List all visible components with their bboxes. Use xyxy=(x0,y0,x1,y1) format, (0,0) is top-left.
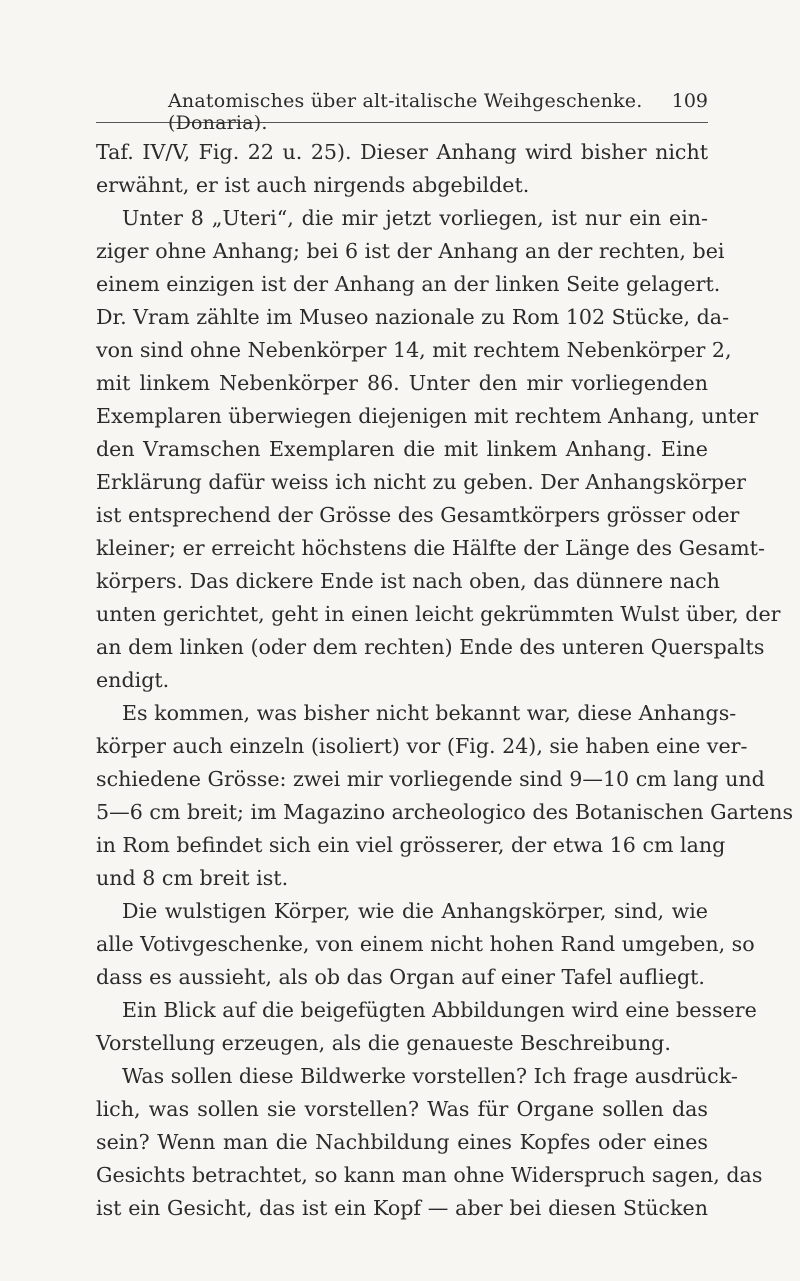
text-line: von sind ohne Nebenkörper 14, mit rechtem Nebenkörper 2, xyxy=(96,338,732,362)
text-line: körpers. Das dickere Ende ist nach oben, das dünnere nach xyxy=(96,569,720,593)
page-number: 109 xyxy=(671,90,708,112)
text-line: und 8 cm breit ist. xyxy=(96,866,289,890)
running-header xyxy=(96,88,708,134)
text-line: schiedene Grösse: zwei mir vorliegende sind 9—10 cm lang und xyxy=(96,767,765,791)
text-line: mit linkem Nebenkörper 86. Unter den mir vorliegenden xyxy=(96,371,708,395)
text-line: Es kommen, was bisher nicht bekannt war, diese Anhangs- xyxy=(122,701,737,725)
text-line: Exemplaren überwiegen diejenigen mit rechtem Anhang, unter xyxy=(96,404,759,428)
text-line: alle Votivgeschenke, von einem nicht hohen Rand umgeben, so xyxy=(96,932,755,956)
text-line: Ein Blick auf die beigefügten Abbildungen wird eine bessere xyxy=(122,998,757,1022)
text-line: Unter 8 „Uteri“, die mir jetzt vorliegen, ist nur ein ein- xyxy=(122,206,708,230)
text-line: einem einzigen ist der Anhang an der linken Seite gelagert. xyxy=(96,272,721,296)
text-line: 5—6 cm breit; im Magazino archeologico des Botanischen Gartens xyxy=(96,800,794,824)
text-line: dass es aussieht, als ob das Organ auf einer Tafel aufliegt. xyxy=(96,965,705,989)
text-line: Was sollen diese Bildwerke vorstellen? Ich frage ausdrück- xyxy=(122,1064,738,1088)
text-line: körper auch einzeln (isoliert) vor (Fig. 24), sie haben eine ver- xyxy=(96,734,748,758)
text-line: in Rom befindet sich ein viel grösserer, der etwa 16 cm lang xyxy=(96,833,726,857)
text-line: den Vramschen Exemplaren die mit linkem Anhang. Eine xyxy=(96,437,708,461)
text-line: Dr. Vram zählte im Museo nazionale zu Rom 102 Stücke, da- xyxy=(96,305,730,329)
text-line: Vorstellung erzeugen, als die genaueste Beschreibung. xyxy=(96,1031,671,1055)
text-line: unten gerichtet, geht in einen leicht gekrümmten Wulst über, der xyxy=(96,602,781,626)
text-line: ziger ohne Anhang; bei 6 ist der Anhang an der rechten, bei xyxy=(96,239,725,263)
text-line: Gesichts betrachtet, so kann man ohne Widerspruch sagen, das xyxy=(96,1163,763,1187)
text-line: Taf. IV/V, Fig. 22 u. 25). Dieser Anhang wird bisher nicht xyxy=(96,140,708,164)
text-line: lich, was sollen sie vorstellen? Was für Organe sollen das xyxy=(96,1097,708,1121)
text-line: kleiner; er erreicht höchstens die Hälfte der Länge des Gesamt- xyxy=(96,536,765,560)
text-line: erwähnt, er ist auch nirgends abgebildet. xyxy=(96,173,530,197)
text-line: Erklärung dafür weiss ich nicht zu geben. Der Anhangskörper xyxy=(96,470,747,494)
text-line: ist ein Gesicht, das ist ein Kopf — aber bei diesen Stücken xyxy=(96,1196,708,1220)
text-line: sein? Wenn man die Nachbildung eines Kopfes oder eines xyxy=(96,1130,708,1154)
body-text xyxy=(96,136,794,1225)
text-line: ist entsprechend der Grösse des Gesamtkörpers grösser oder xyxy=(96,503,740,527)
text-line: Die wulstigen Körper, wie die Anhangskörper, sind, wie xyxy=(122,899,708,923)
header-title: Anatomisches über alt-italische Weihgeschenke. (Donaria). xyxy=(168,90,643,134)
text-line: an dem linken (oder dem rechten) Ende des unteren Querspalts xyxy=(96,635,765,659)
text-line: endigt. xyxy=(96,668,170,692)
